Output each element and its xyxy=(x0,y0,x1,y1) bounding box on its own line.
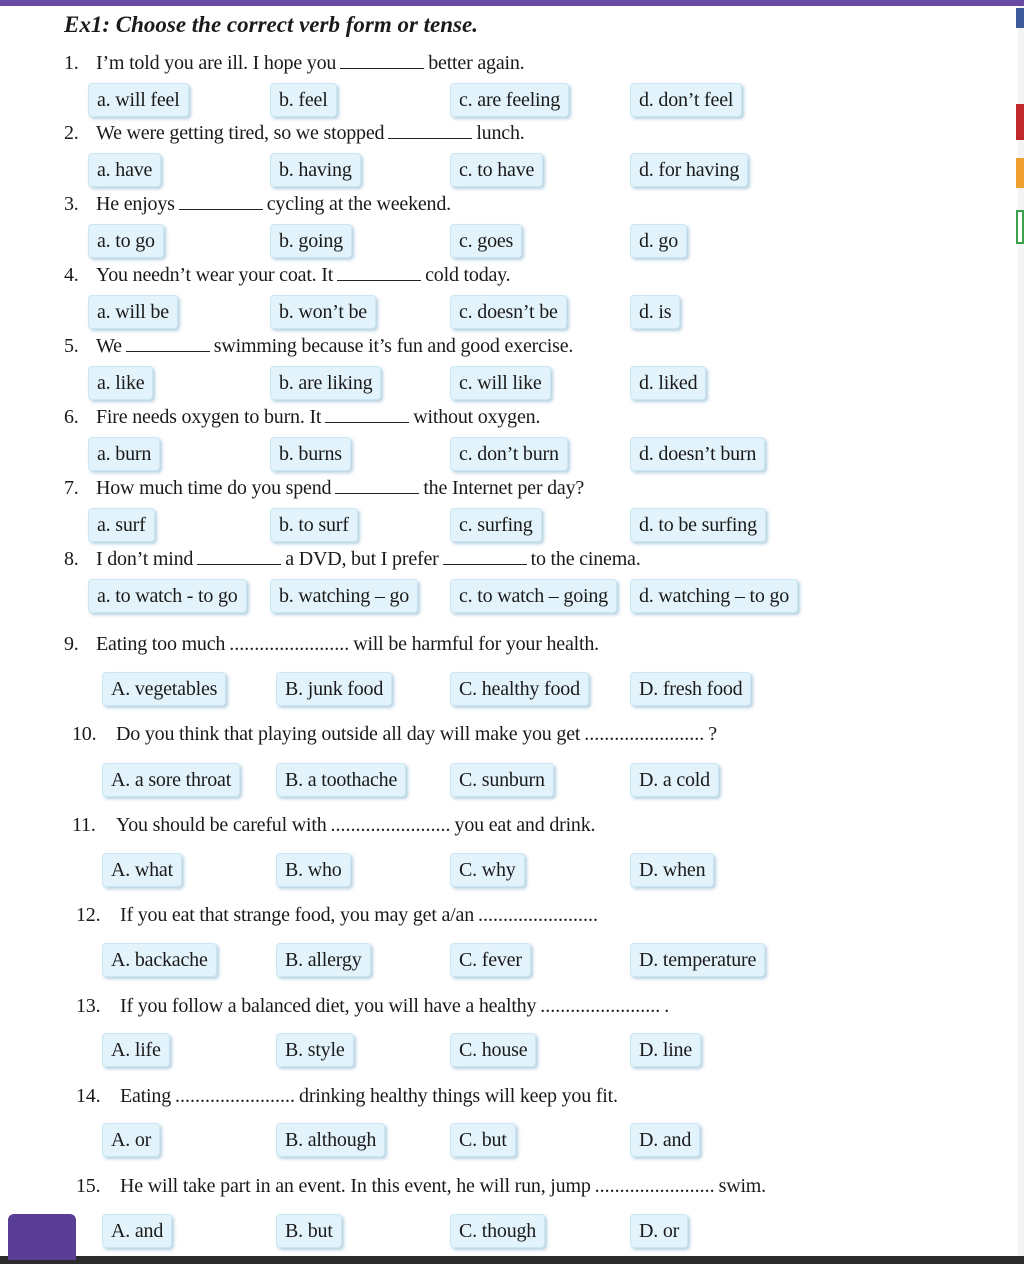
question-number: 11. xyxy=(72,814,96,836)
answer-blank[interactable]: ........................ xyxy=(229,633,350,655)
option-5-a[interactable]: a. like xyxy=(88,366,153,400)
option-14-c[interactable]: C. but xyxy=(450,1123,516,1157)
question-number: 3. xyxy=(64,193,79,215)
top-accent-bar xyxy=(0,0,1024,6)
question-text: the Internet per day? xyxy=(423,477,585,499)
question-13 xyxy=(76,995,669,1018)
option-13-a[interactable]: A. life xyxy=(102,1033,170,1067)
answer-blank[interactable]: ........................ xyxy=(584,723,705,745)
option-8-c[interactable]: c. to watch – going xyxy=(450,579,617,613)
question-text: swim. xyxy=(718,1175,766,1197)
option-11-b[interactable]: B. who xyxy=(276,853,351,887)
option-8-a[interactable]: a. to watch - to go xyxy=(88,579,247,613)
question-text: will be harmful for your health. xyxy=(353,633,599,655)
question-text: drinking healthy things will keep you fit. xyxy=(299,1085,618,1107)
option-15-b[interactable]: B. but xyxy=(276,1214,342,1248)
question-text: ? xyxy=(708,723,717,745)
option-9-b[interactable]: B. junk food xyxy=(276,672,392,706)
question-text: How much time do you spend xyxy=(96,477,332,499)
right-edge-strip xyxy=(1018,6,1024,1258)
question-7 xyxy=(64,477,584,500)
option-6-a[interactable]: a. burn xyxy=(88,437,160,471)
answer-blank[interactable] xyxy=(325,406,409,423)
option-5-b[interactable]: b. are liking xyxy=(270,366,381,400)
question-text: Eating xyxy=(120,1085,172,1107)
question-number: 5. xyxy=(64,335,79,357)
question-number: 9. xyxy=(64,633,79,655)
option-11-d[interactable]: D. when xyxy=(630,853,714,887)
question-5 xyxy=(64,335,573,358)
option-4-c[interactable]: c. doesn’t be xyxy=(450,295,567,329)
answer-blank[interactable]: ........................ xyxy=(540,995,661,1017)
question-number: 12. xyxy=(76,904,101,926)
question-text: to the cinema. xyxy=(530,548,641,570)
exercise-title: Ex1: Choose the correct verb form or tense. xyxy=(64,12,478,37)
question-text: cycling at the weekend. xyxy=(266,193,451,215)
answer-blank[interactable] xyxy=(126,335,210,352)
edge-tab-green xyxy=(1016,210,1024,244)
question-3 xyxy=(64,193,451,216)
option-15-d[interactable]: D. or xyxy=(630,1214,688,1248)
option-3-c[interactable]: c. goes xyxy=(450,224,522,258)
question-2 xyxy=(64,122,525,145)
option-4-d[interactable]: d. is xyxy=(630,295,680,329)
option-9-a[interactable]: A. vegetables xyxy=(102,672,226,706)
answer-blank[interactable] xyxy=(335,477,419,494)
question-number: 1. xyxy=(64,52,79,74)
option-1-c[interactable]: c. are feeling xyxy=(450,83,569,117)
edge-tab-blue xyxy=(1016,8,1024,28)
option-6-d[interactable]: d. doesn’t burn xyxy=(630,437,765,471)
option-13-d[interactable]: D. line xyxy=(630,1033,701,1067)
question-11 xyxy=(72,814,595,837)
question-number: 8. xyxy=(64,548,79,570)
question-text: cold today. xyxy=(425,264,511,286)
edge-tab-red xyxy=(1016,104,1024,140)
question-number: 13. xyxy=(76,995,101,1017)
option-15-a[interactable]: A. and xyxy=(102,1214,172,1248)
option-5-d[interactable]: d. liked xyxy=(630,366,706,400)
option-2-b[interactable]: b. having xyxy=(270,153,361,187)
question-number: 7. xyxy=(64,477,79,499)
edge-tab-orange xyxy=(1016,158,1024,188)
option-3-a[interactable]: a. to go xyxy=(88,224,164,258)
question-text: lunch. xyxy=(476,122,525,144)
option-2-d[interactable]: d. for having xyxy=(630,153,748,187)
question-text: I’m told you are ill. I hope you xyxy=(96,52,337,74)
option-2-c[interactable]: c. to have xyxy=(450,153,543,187)
answer-blank[interactable] xyxy=(337,264,421,281)
question-number: 14. xyxy=(76,1085,101,1107)
option-12-d[interactable]: D. temperature xyxy=(630,943,765,977)
question-text: without oxygen. xyxy=(413,406,541,428)
question-14 xyxy=(76,1085,618,1108)
option-1-d[interactable]: d. don’t feel xyxy=(630,83,742,117)
option-13-c[interactable]: C. house xyxy=(450,1033,536,1067)
option-11-a[interactable]: A. what xyxy=(102,853,182,887)
question-text: you eat and drink. xyxy=(454,814,596,836)
question-10 xyxy=(72,723,717,746)
question-9 xyxy=(64,633,599,656)
question-6 xyxy=(64,406,540,429)
question-text: You needn’t wear your coat. It xyxy=(96,264,334,286)
option-14-a[interactable]: A. or xyxy=(102,1123,160,1157)
option-10-c[interactable]: C. sunburn xyxy=(450,763,554,797)
question-text: We xyxy=(96,335,122,357)
option-15-c[interactable]: C. though xyxy=(450,1214,545,1248)
question-text: You should be careful with xyxy=(116,814,327,836)
answer-blank[interactable]: ........................ xyxy=(478,904,599,926)
question-8 xyxy=(64,548,641,571)
question-text: Eating too much xyxy=(96,633,226,655)
answer-blank[interactable]: ........................ xyxy=(594,1175,715,1197)
question-1 xyxy=(64,52,524,75)
question-text: a DVD, but I prefer xyxy=(285,548,439,570)
question-text: better again. xyxy=(428,52,525,74)
question-number: 4. xyxy=(64,264,79,286)
answer-blank[interactable] xyxy=(197,548,281,565)
option-8-d[interactable]: d. watching – to go xyxy=(630,579,798,613)
option-7-b[interactable]: b. to surf xyxy=(270,508,358,542)
question-text: He will take part in an event. In this event, he will run, jump xyxy=(120,1175,591,1197)
option-9-c[interactable]: C. healthy food xyxy=(450,672,589,706)
question-number: 15. xyxy=(76,1175,101,1197)
question-text: Fire needs oxygen to burn. It xyxy=(96,406,322,428)
option-4-b[interactable]: b. won’t be xyxy=(270,295,376,329)
question-number: 6. xyxy=(64,406,79,428)
answer-blank[interactable]: ........................ xyxy=(330,814,451,836)
bottom-bar xyxy=(0,1256,1024,1264)
option-2-a[interactable]: a. have xyxy=(88,153,161,187)
option-10-b[interactable]: B. a toothache xyxy=(276,763,406,797)
answer-blank[interactable] xyxy=(340,52,424,69)
option-5-c[interactable]: c. will like xyxy=(450,366,551,400)
question-text: . xyxy=(664,995,670,1017)
option-12-c[interactable]: C. fever xyxy=(450,943,531,977)
option-3-b[interactable]: b. going xyxy=(270,224,352,258)
option-7-c[interactable]: c. surfing xyxy=(450,508,542,542)
purple-corner-tab xyxy=(8,1214,76,1260)
question-text: If you follow a balanced diet, you will have a healthy xyxy=(120,995,537,1017)
option-7-d[interactable]: d. to be surfing xyxy=(630,508,766,542)
option-6-c[interactable]: c. don’t burn xyxy=(450,437,568,471)
option-1-a[interactable]: a. will feel xyxy=(88,83,189,117)
question-text: If you eat that strange food, you may get a/an xyxy=(120,904,475,926)
answer-blank[interactable] xyxy=(443,548,527,565)
option-12-a[interactable]: A. backache xyxy=(102,943,217,977)
option-11-c[interactable]: C. why xyxy=(450,853,525,887)
answer-blank[interactable] xyxy=(388,122,472,139)
question-text: Do you think that playing outside all day will make you get xyxy=(116,723,581,745)
option-14-b[interactable]: B. although xyxy=(276,1123,385,1157)
answer-blank[interactable] xyxy=(179,193,263,210)
option-4-a[interactable]: a. will be xyxy=(88,295,178,329)
question-number: 2. xyxy=(64,122,79,144)
option-10-a[interactable]: A. a sore throat xyxy=(102,763,240,797)
option-8-b[interactable]: b. watching – go xyxy=(270,579,418,613)
question-number: 10. xyxy=(72,723,97,745)
question-text: swimming because it’s fun and good exercise. xyxy=(213,335,574,357)
question-15 xyxy=(76,1175,766,1198)
question-text: We were getting tired, so we stopped xyxy=(96,122,385,144)
question-text: I don’t mind xyxy=(96,548,194,570)
question-text: He enjoys xyxy=(96,193,175,215)
option-12-b[interactable]: B. allergy xyxy=(276,943,371,977)
option-9-d[interactable]: D. fresh food xyxy=(630,672,751,706)
option-6-b[interactable]: b. burns xyxy=(270,437,351,471)
option-7-a[interactable]: a. surf xyxy=(88,508,155,542)
option-1-b[interactable]: b. feel xyxy=(270,83,337,117)
question-4 xyxy=(64,264,510,287)
question-12 xyxy=(76,904,602,927)
answer-blank[interactable]: ........................ xyxy=(175,1085,296,1107)
option-3-d[interactable]: d. go xyxy=(630,224,687,258)
option-14-d[interactable]: D. and xyxy=(630,1123,700,1157)
option-10-d[interactable]: D. a cold xyxy=(630,763,719,797)
option-13-b[interactable]: B. style xyxy=(276,1033,354,1067)
